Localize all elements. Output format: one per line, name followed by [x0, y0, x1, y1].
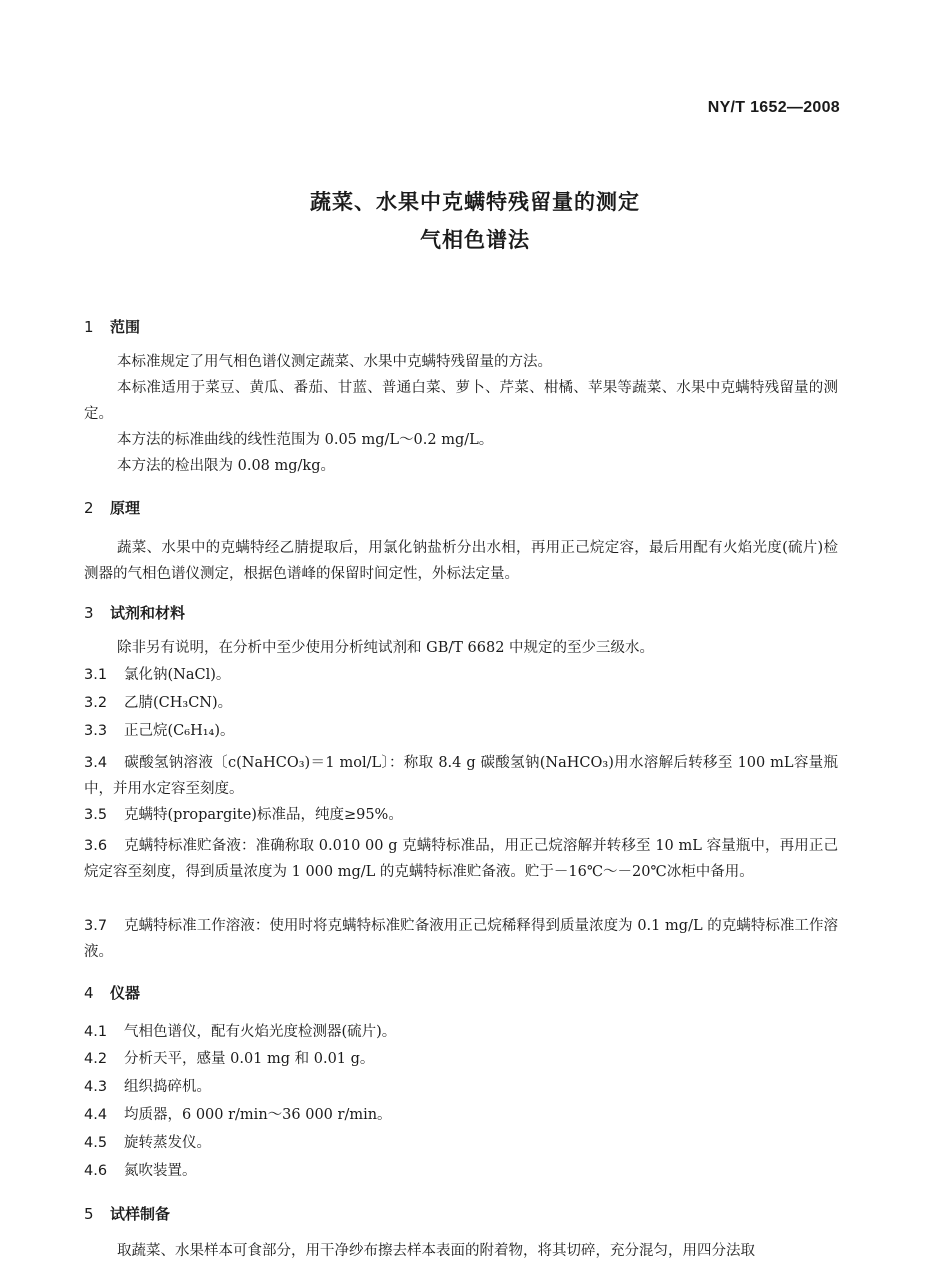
item-text: 旋转蒸发仪。 — [124, 1135, 211, 1151]
section-5-heading — [84, 1203, 170, 1224]
list-item — [84, 1074, 838, 1100]
item-number: 3.7 — [84, 918, 108, 934]
item-text: 分析天平，感量 0.01 mg 和 0.01 g。 — [124, 1051, 375, 1067]
item-text: 氯化钠(NaCl)。 — [124, 667, 231, 683]
section-number: 3 — [84, 604, 94, 622]
paragraph: 本标准规定了用气相色谱仪测定蔬菜、水果中克螨特残留量的方法。 — [117, 354, 552, 370]
list-item — [84, 662, 838, 688]
paragraph: 取蔬菜、水果样本可食部分，用干净纱布擦去样本表面的附着物，将其切碎，充分混匀，用四分法取 — [117, 1243, 755, 1259]
section-title: 范围 — [110, 318, 141, 336]
item-text: 氮吹装置。 — [124, 1163, 197, 1179]
paragraph: 除非另有说明，在分析中至少使用分析纯试剂和 GB/T 6682 中规定的至少三级水。 — [117, 640, 655, 656]
list-item — [84, 690, 838, 716]
list-item — [84, 1130, 838, 1156]
item-number: 3.6 — [84, 838, 108, 854]
document-title: 蔬菜、水果中克螨特残留量的测定 — [310, 190, 640, 214]
section-1-heading — [84, 316, 140, 337]
paragraph: 本标准适用于菜豆、黄瓜、番茄、甘蓝、普通白菜、萝卜、芹菜、柑橘、苹果等蔬菜、水果中克螨特残留量的测定。 — [84, 380, 838, 422]
item-number: 3.2 — [84, 695, 108, 711]
section-title: 试剂和材料 — [110, 604, 186, 622]
list-item — [84, 1019, 838, 1045]
item-number: 3.5 — [84, 807, 108, 823]
paragraph: 本方法的检出限为 0.08 mg/kg。 — [117, 458, 335, 474]
document-subtitle: 气相色谱法 — [420, 228, 530, 252]
section-title: 试样制备 — [110, 1205, 171, 1223]
item-number: 3.1 — [84, 667, 108, 683]
section-number: 5 — [84, 1205, 94, 1223]
list-item — [84, 1158, 838, 1184]
list-item — [84, 913, 838, 965]
paragraph: 蔬菜、水果中的克螨特经乙腈提取后，用氯化钠盐析分出水相，再用正己烷定容，最后用配有火焰光度(硫片)检测器的气相色谱仪测定，根据色谱峰的保留时间定性，外标法定量。 — [84, 540, 838, 582]
list-item — [84, 1046, 838, 1072]
item-text: 气相色谱仪，配有火焰光度检测器(硫片)。 — [124, 1024, 397, 1040]
list-item — [84, 1102, 838, 1128]
item-number: 4.3 — [84, 1079, 108, 1095]
section-number: 1 — [84, 318, 94, 336]
section-number: 2 — [84, 499, 94, 517]
list-item — [84, 718, 838, 744]
section-3-heading — [84, 602, 185, 623]
standard-code: NY/T 1652—2008 — [707, 99, 840, 116]
item-text: 克螨特(propargite)标准品，纯度≥95%。 — [124, 807, 403, 823]
item-text: 正己烷(C₆H₁₄)。 — [124, 723, 235, 739]
section-title: 仪器 — [110, 984, 141, 1002]
section-title: 原理 — [110, 499, 141, 517]
item-number: 3.3 — [84, 723, 108, 739]
list-item — [84, 833, 838, 885]
section-4-heading — [84, 982, 140, 1003]
item-text: 克螨特标准工作溶液：使用时将克螨特标准贮备液用正己烷稀释得到质量浓度为 0.1 mg/L 的克螨特标准工作溶液。 — [84, 918, 838, 960]
item-number: 4.1 — [84, 1024, 108, 1040]
item-number: 4.5 — [84, 1135, 108, 1151]
list-item — [84, 802, 838, 828]
item-number: 4.6 — [84, 1163, 108, 1179]
item-number: 3.4 — [84, 755, 108, 771]
item-text: 组织捣碎机。 — [124, 1079, 211, 1095]
item-number: 4.2 — [84, 1051, 108, 1067]
list-item — [84, 750, 838, 802]
section-2-heading — [84, 497, 140, 518]
item-text: 乙腈(CH₃CN)。 — [124, 695, 233, 711]
item-number: 4.4 — [84, 1107, 108, 1123]
item-text: 克螨特标准贮备液：准确称取 0.010 00 g 克螨特标准品，用正己烷溶解并转移至 10 mL 容量瓶中，再用正己烷定容至刻度，得到质量浓度为 1 000 mg/L 的克螨特标准贮备液。贮于－16℃～－20℃冰柜中备用。 — [84, 838, 838, 880]
section-number: 4 — [84, 984, 94, 1002]
item-text: 碳酸氢钠溶液〔c(NaHCO₃)＝1 mol/L〕：称取 8.4 g 碳酸氢钠(NaHCO₃)用水溶解后转移至 100 mL容量瓶中，并用水定容至刻度。 — [84, 755, 838, 797]
item-text: 均质器，6 000 r/min～36 000 r/min。 — [124, 1107, 392, 1123]
paragraph: 本方法的标准曲线的线性范围为 0.05 mg/L～0.2 mg/L。 — [117, 432, 494, 448]
